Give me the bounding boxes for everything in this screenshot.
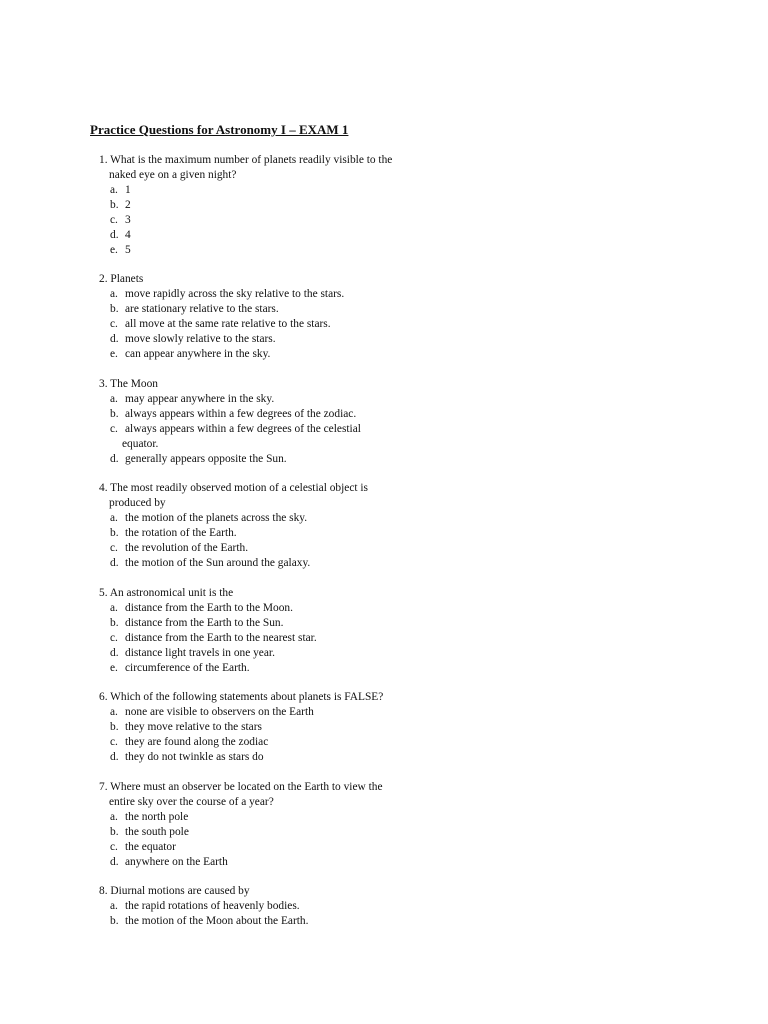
- option-text: they do not twinkle as stars do: [125, 751, 264, 763]
- question-stem: 8. Diurnal motions are caused by: [99, 885, 250, 897]
- question-stem: 2. Planets: [99, 273, 144, 285]
- option-text: the motion of the Moon about the Earth.: [125, 915, 309, 927]
- option-letter: e.: [110, 662, 118, 674]
- option-letter: b.: [110, 199, 119, 211]
- option-letter: d.: [110, 647, 119, 659]
- option-text: distance from the Earth to the nearest star.: [125, 632, 317, 644]
- option-text: 1: [125, 184, 131, 196]
- option-letter: b.: [110, 303, 119, 315]
- option-text: the motion of the Sun around the galaxy.: [125, 557, 311, 569]
- option-text: move rapidly across the sky relative to the stars.: [125, 288, 345, 300]
- option-letter: b.: [110, 527, 119, 539]
- question-stem: 7. Where must an observer be located on the Earth to view the: [99, 781, 383, 793]
- option-letter: d.: [110, 229, 119, 241]
- option-text: the rapid rotations of heavenly bodies.: [125, 900, 300, 912]
- option-text: move slowly relative to the stars.: [125, 333, 276, 345]
- question-stem: 3. The Moon: [99, 378, 158, 390]
- question-stem: 5. An astronomical unit is the: [99, 587, 234, 599]
- option-letter: c.: [110, 736, 118, 748]
- option-letter: d.: [110, 557, 119, 569]
- option-text: can appear anywhere in the sky.: [125, 348, 271, 360]
- option-text: the north pole: [125, 811, 189, 823]
- option-letter: a.: [110, 393, 118, 405]
- option-letter: c.: [110, 841, 118, 853]
- option-text: the motion of the planets across the sky.: [125, 512, 308, 524]
- option-letter: d.: [110, 333, 119, 345]
- option-letter: a.: [110, 602, 118, 614]
- question-stem-continuation: naked eye on a given night?: [109, 169, 237, 181]
- option-text: none are visible to observers on the Earth: [125, 706, 314, 718]
- option-text-continuation: equator.: [122, 438, 159, 450]
- option-text: circumference of the Earth.: [125, 662, 250, 674]
- option-letter: c.: [110, 632, 118, 644]
- option-letter: b.: [110, 721, 119, 733]
- option-text: distance light travels in one year.: [125, 647, 275, 659]
- option-text: all move at the same rate relative to the stars.: [125, 318, 331, 330]
- option-letter: b.: [110, 617, 119, 629]
- option-text: they move relative to the stars: [125, 721, 262, 733]
- question-stem: 4. The most readily observed motion of a celestial object is: [99, 482, 368, 494]
- option-letter: a.: [110, 512, 118, 524]
- option-text: distance from the Earth to the Sun.: [125, 617, 284, 629]
- option-letter: a.: [110, 900, 118, 912]
- option-letter: a.: [110, 184, 118, 196]
- option-letter: e.: [110, 244, 118, 256]
- option-text: the rotation of the Earth.: [125, 527, 237, 539]
- option-text: always appears within a few degrees of the celestial: [125, 423, 361, 435]
- option-text: anywhere on the Earth: [125, 856, 228, 868]
- question-stem: 6. Which of the following statements about planets is FALSE?: [99, 691, 384, 703]
- option-text: 3: [125, 214, 131, 226]
- option-letter: c.: [110, 214, 118, 226]
- option-letter: d.: [110, 856, 119, 868]
- option-text: generally appears opposite the Sun.: [125, 453, 287, 465]
- option-text: 5: [125, 244, 131, 256]
- option-text: the equator: [125, 841, 176, 853]
- option-letter: b.: [110, 826, 119, 838]
- page-title: Practice Questions for Astronomy I – EXAM 1: [90, 122, 349, 137]
- option-letter: a.: [110, 288, 118, 300]
- option-text: distance from the Earth to the Moon.: [125, 602, 293, 614]
- option-text: always appears within a few degrees of the zodiac.: [125, 408, 357, 420]
- question-stem-continuation: produced by: [109, 497, 166, 509]
- option-letter: d.: [110, 751, 119, 763]
- option-text: 2: [125, 199, 131, 211]
- option-letter: b.: [110, 915, 119, 927]
- option-text: may appear anywhere in the sky.: [125, 393, 275, 405]
- option-letter: e.: [110, 348, 118, 360]
- option-letter: a.: [110, 706, 118, 718]
- option-text: are stationary relative to the stars.: [125, 303, 279, 315]
- option-text: 4: [125, 229, 131, 241]
- option-text: the south pole: [125, 826, 189, 838]
- question-stem: 1. What is the maximum number of planets readily visible to the: [99, 154, 393, 166]
- question-stem-continuation: entire sky over the course of a year?: [109, 796, 274, 808]
- option-letter: b.: [110, 408, 119, 420]
- option-letter: a.: [110, 811, 118, 823]
- option-letter: c.: [110, 542, 118, 554]
- option-letter: c.: [110, 423, 118, 435]
- option-text: they are found along the zodiac: [125, 736, 269, 748]
- option-text: the revolution of the Earth.: [125, 542, 249, 554]
- option-letter: c.: [110, 318, 118, 330]
- option-letter: d.: [110, 453, 119, 465]
